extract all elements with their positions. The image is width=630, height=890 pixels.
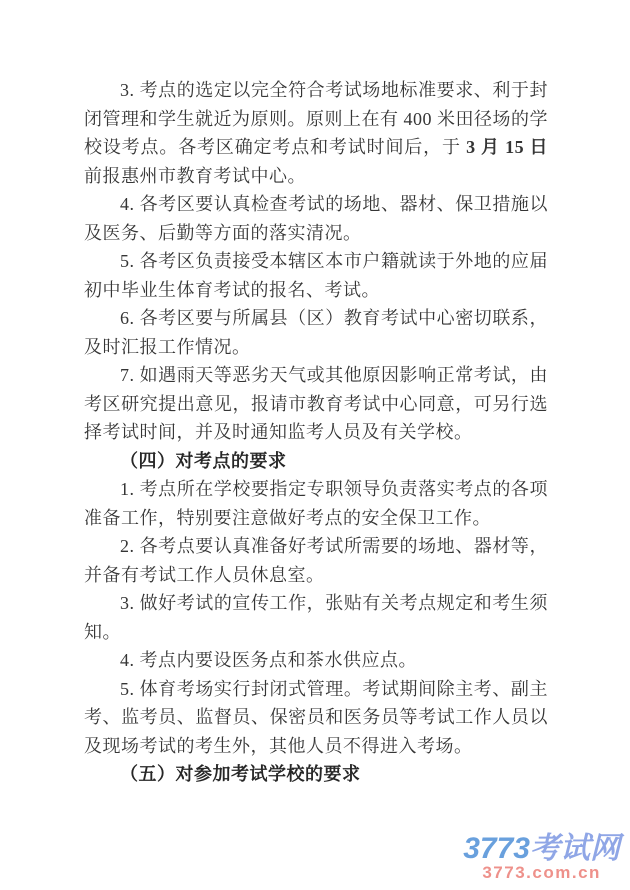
paragraph-site-selection bbox=[84, 76, 548, 190]
watermark-brand bbox=[463, 833, 620, 865]
watermark-domain: 3773.com.cn bbox=[482, 863, 601, 883]
section-heading-5: （五）对参加考试学校的要求 bbox=[120, 764, 361, 784]
paragraph-liaison: 6. 各考区要与所属县（区）教育考试中心密切联系，及时汇报工作情况。 bbox=[84, 308, 548, 357]
section-heading-4: （四）对考点的要求 bbox=[120, 450, 287, 471]
watermark-brand-name: 考试网 bbox=[530, 831, 620, 865]
paragraph-venue-prep: 2. 各考点要认真准备好考试所需要的场地、器材等，并备有考试工作人员休息室。 bbox=[84, 536, 548, 585]
paragraph-leadership: 1. 考点所在学校要指定专职领导负责落实考点的各项准备工作，特别要注意做好考点的安全保卫工作。 bbox=[84, 479, 548, 528]
paragraph-text: 前报惠州市教育考试中心。 bbox=[84, 165, 306, 186]
paragraph-weather: 7. 如遇雨天等恶劣天气或其他原因影响正常考试，由考区研究提出意见，报请市教育考试中心同意，可另行选择考试时间，并及时通知监考人员及有关学校。 bbox=[84, 365, 548, 442]
paragraph-registration: 5. 各考区负责接受本辖区本市户籍就读于外地的应届初中毕业生体育考试的报名、考试。 bbox=[84, 251, 548, 300]
paragraph-text: 3. 考点的选定以完全符合考试场地标准要求、利于封闭管理和学生就近为原则。原则上在有 400 米田径场的学校设考点。各考区确定考点和考试时间后，于 bbox=[84, 80, 548, 157]
watermark-brand-number: 3773 bbox=[463, 831, 530, 865]
watermark bbox=[463, 833, 620, 882]
document-body bbox=[84, 76, 548, 789]
paragraph-site-inspection: 4. 各考区要认真检查考试的场地、器材、保卫措施以及医务、后勤等方面的落实清况。 bbox=[84, 194, 548, 243]
paragraph-medical-water: 4. 考点内要设医务点和茶水供应点。 bbox=[120, 650, 417, 670]
paragraph-closed-management: 5. 体育考场实行封闭式管理。考试期间除主考、副主考、监考员、监督员、保密员和医务员等考试工作人员以及现场考试的考生外，其他人员不得进入考场。 bbox=[84, 678, 548, 756]
paragraph-publicity: 3. 做好考试的宣传工作，张贴有关考点规定和考生须知。 bbox=[84, 593, 548, 642]
deadline-date: 3 月 15 日 bbox=[466, 137, 549, 157]
